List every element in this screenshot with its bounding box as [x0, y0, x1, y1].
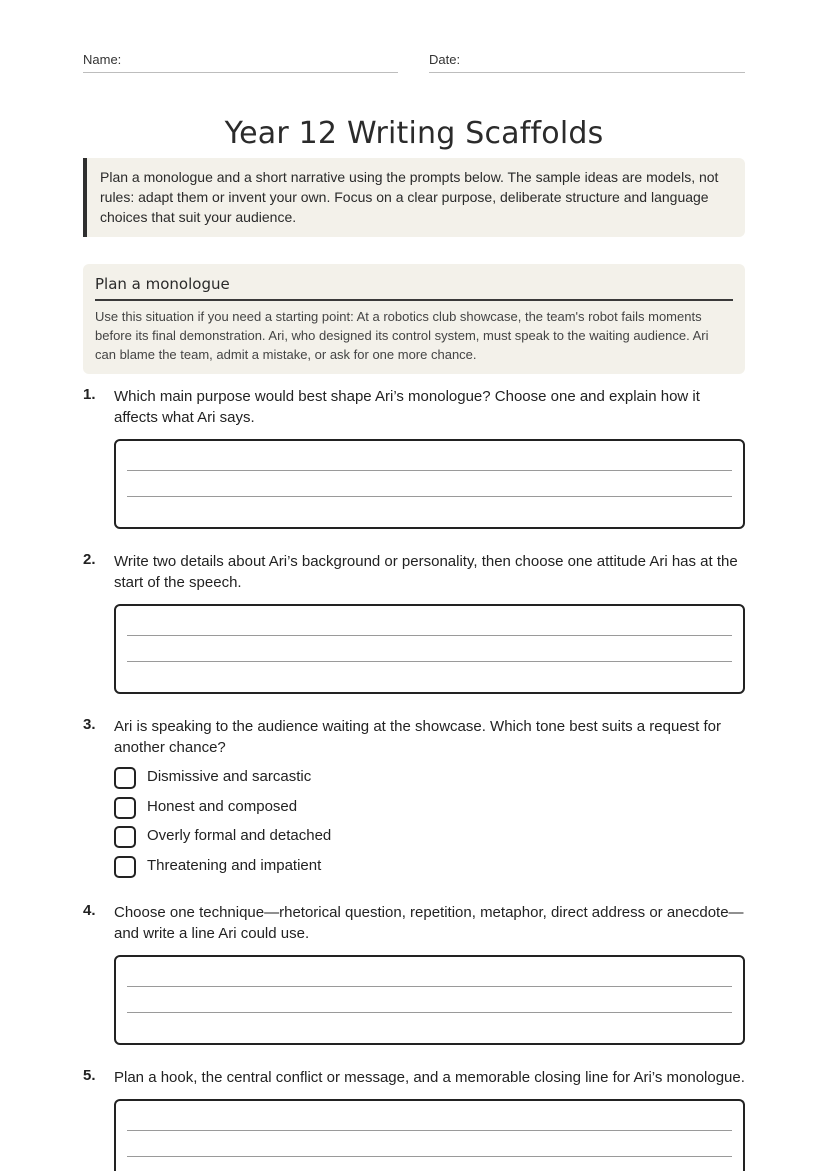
question-1	[83, 386, 745, 529]
question-text: Plan a hook, the central conflict or message, and a memorable closing line for Ari’s monologue.	[114, 1069, 745, 1086]
scenario-box	[83, 264, 745, 374]
question-text: Which main purpose would best shape Ari’s monologue? Choose one and explain how it affects what Ari says.	[114, 388, 700, 426]
question-text: Write two details about Ari’s background or personality, then choose one attitude Ari has at the start of the speech.	[114, 553, 738, 591]
checkbox[interactable]	[114, 767, 136, 789]
date-label: Date:	[429, 52, 461, 67]
option-item[interactable]	[114, 767, 745, 789]
answer-line	[127, 1156, 732, 1157]
checkbox[interactable]	[114, 826, 136, 848]
option-item[interactable]	[114, 826, 745, 848]
question-number: 3.	[83, 716, 96, 733]
section-heading: Plan a monologue	[95, 275, 733, 301]
intro-box: Plan a monologue and a short narrative using the prompts below. The sample ideas are models, not rules: adapt them or invent your own. Focus on a clear purpose, deliberate structure and language choices that suit your audience.	[83, 158, 745, 237]
page-title: Year 12 Writing Scaffolds	[224, 116, 604, 152]
option-label: Threatening and impatient	[147, 856, 322, 874]
answer-line	[127, 1012, 732, 1013]
question-5	[83, 1067, 745, 1171]
option-item[interactable]	[114, 856, 745, 878]
option-item[interactable]	[114, 797, 745, 819]
option-label: Honest and composed	[147, 797, 298, 815]
option-label: Overly formal and detached	[147, 827, 332, 844]
name-label: Name:	[83, 52, 122, 67]
answer-box[interactable]	[114, 604, 745, 694]
question-text: Ari is speaking to the audience waiting at the showcase. Which tone best suits a request for another chance?	[114, 718, 722, 756]
question-number: 1.	[83, 386, 96, 403]
name-date-row	[83, 52, 745, 74]
date-field[interactable]	[429, 52, 745, 73]
question-number: 5.	[83, 1067, 96, 1084]
question-4	[83, 902, 745, 1045]
option-label: Dismissive and sarcastic	[147, 768, 312, 785]
question-3	[83, 716, 745, 885]
answer-line	[127, 986, 732, 987]
question-number: 2.	[83, 551, 96, 568]
question-text: Choose one technique—rhetorical question, repetition, metaphor, direct address or anecdote—and write a line Ari could use.	[114, 904, 744, 942]
options-list	[114, 767, 745, 878]
name-field[interactable]	[83, 52, 398, 73]
answer-line	[127, 1130, 732, 1131]
checkbox[interactable]	[114, 856, 136, 878]
answer-line	[127, 635, 732, 636]
answer-box[interactable]	[114, 955, 745, 1045]
answer-box[interactable]	[114, 1099, 745, 1171]
question-number: 4.	[83, 902, 96, 919]
answer-box[interactable]	[114, 439, 745, 529]
scenario-text: Use this situation if you need a starting point: At a robotics club showcase, the team's robot fails moments before its final demonstration. Ari, who designed its control system, must speak to the waiting audience. Ari can blame the team, admit a mistake, or ask for one more chance.	[95, 309, 709, 362]
answer-line	[127, 661, 732, 662]
answer-line	[127, 470, 732, 471]
answer-line	[127, 496, 732, 497]
question-2	[83, 551, 745, 694]
checkbox[interactable]	[114, 797, 136, 819]
